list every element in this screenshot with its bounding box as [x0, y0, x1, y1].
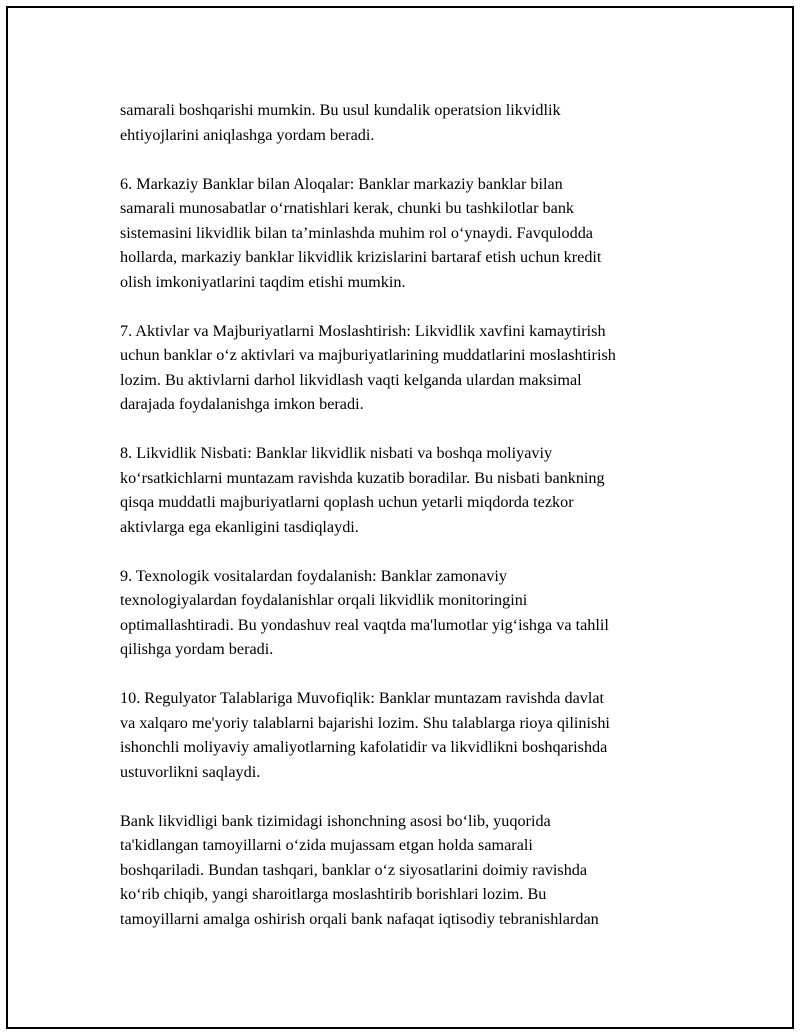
paragraph-conclusion: [120, 809, 710, 932]
text-line: ehtiyojlarini aniqlashga yordam beradi.: [120, 125, 375, 144]
text-line: 10. Regulyator Talablariga Muvofiqlik: Banklar muntazam ravishda davlat: [120, 689, 605, 707]
text-line: 6. Markaziy Banklar bilan Aloqalar: Banklar markaziy banklar bilan: [120, 174, 563, 193]
text-line: tamoyillarni amalga oshirish orqali bank nafaqat iqtisodiy tebranishlardan: [120, 909, 599, 928]
text-line: qisqa muddatli majburiyatlarni qoplash uchun yetarli miqdorda tezkor: [120, 493, 574, 511]
text-line: darajada foydalanishga imkon beradi.: [120, 395, 364, 413]
text-line: ustuvorlikni saqlaydi.: [120, 762, 261, 781]
text-line: texnologiyalardan foydalanishlar orqali likvidlik monitoringini: [120, 591, 528, 609]
paragraph-continuation: [120, 98, 710, 147]
text-line: qilishga yordam beradi.: [120, 640, 274, 658]
document-body: [120, 98, 710, 956]
text-line: uchun banklar o‘z aktivlari va majburiyatlarining muddatlarini moslashtirish: [120, 346, 616, 364]
text-line: 9. Texnologik vositalardan foydalanish: Banklar zamonaviy: [120, 566, 507, 585]
paragraph-item-9: [120, 564, 710, 662]
paragraph-item-7: [120, 319, 710, 417]
text-line: 8. Likvidlik Nisbati: Banklar likvidlik nisbati va boshqa moliyaviy: [120, 444, 553, 462]
text-line: ishonchli moliyaviy amaliyotlarning kafolatidir va likvidlikni boshqarishda: [120, 738, 608, 756]
text-line: Bank likvidligi bank tizimidagi ishonchning asosi bo‘lib, yuqorida: [120, 811, 551, 830]
text-line: samarali munosabatlar o‘rnatishlari kerak, chunki bu tashkilotlar bank: [120, 199, 575, 217]
text-line: 7. Aktivlar va Majburiyatlarni Moslashtirish: Likvidlik xavfini kamaytirish: [120, 321, 606, 340]
text-line: samarali boshqarishi mumkin. Bu usul kundalik operatsion likvidlik: [120, 101, 561, 119]
text-line: boshqariladi. Bundan tashqari, banklar o‘z siyosatlarini doimiy ravishda: [120, 860, 588, 879]
text-line: ko‘rsatkichlarni muntazam ravishda kuzatib boradilar. Bu nisbati bankning: [120, 468, 605, 487]
text-line: hollarda, markaziy banklar likvidlik krizislarini bartaraf etish uchun kredit: [120, 248, 602, 266]
text-line: olish imkoniyatlarini taqdim etishi mumkin.: [120, 272, 406, 291]
text-line: aktivlarga ega ekanligini tasdiqlaydi.: [120, 517, 359, 536]
text-line: optimallashtiradi. Bu yondashuv real vaqtda ma'lumotlar yig‘ishga va tahlil: [120, 615, 609, 634]
text-line: va xalqaro me'yoriy talablarni bajarishi lozim. Shu talablarga rioya qilinishi: [120, 713, 610, 732]
paragraph-item-10: [120, 686, 710, 784]
page-frame: [6, 6, 794, 1029]
text-line: ko‘rib chiqib, yangi sharoitlarga moslashtirib borishlari lozim. Bu: [120, 885, 547, 903]
text-line: ta'kidlangan tamoyillarni o‘zida mujassam etgan holda samarali: [120, 836, 533, 854]
paragraph-item-8: [120, 441, 710, 539]
text-line: lozim. Bu aktivlarni darhol likvidlash vaqti kelganda ulardan maksimal: [120, 370, 582, 389]
paragraph-item-6: [120, 172, 710, 295]
text-line: sistemasini likvidlik bilan ta’minlashda muhim rol o‘ynaydi. Favqulodda: [120, 223, 593, 242]
